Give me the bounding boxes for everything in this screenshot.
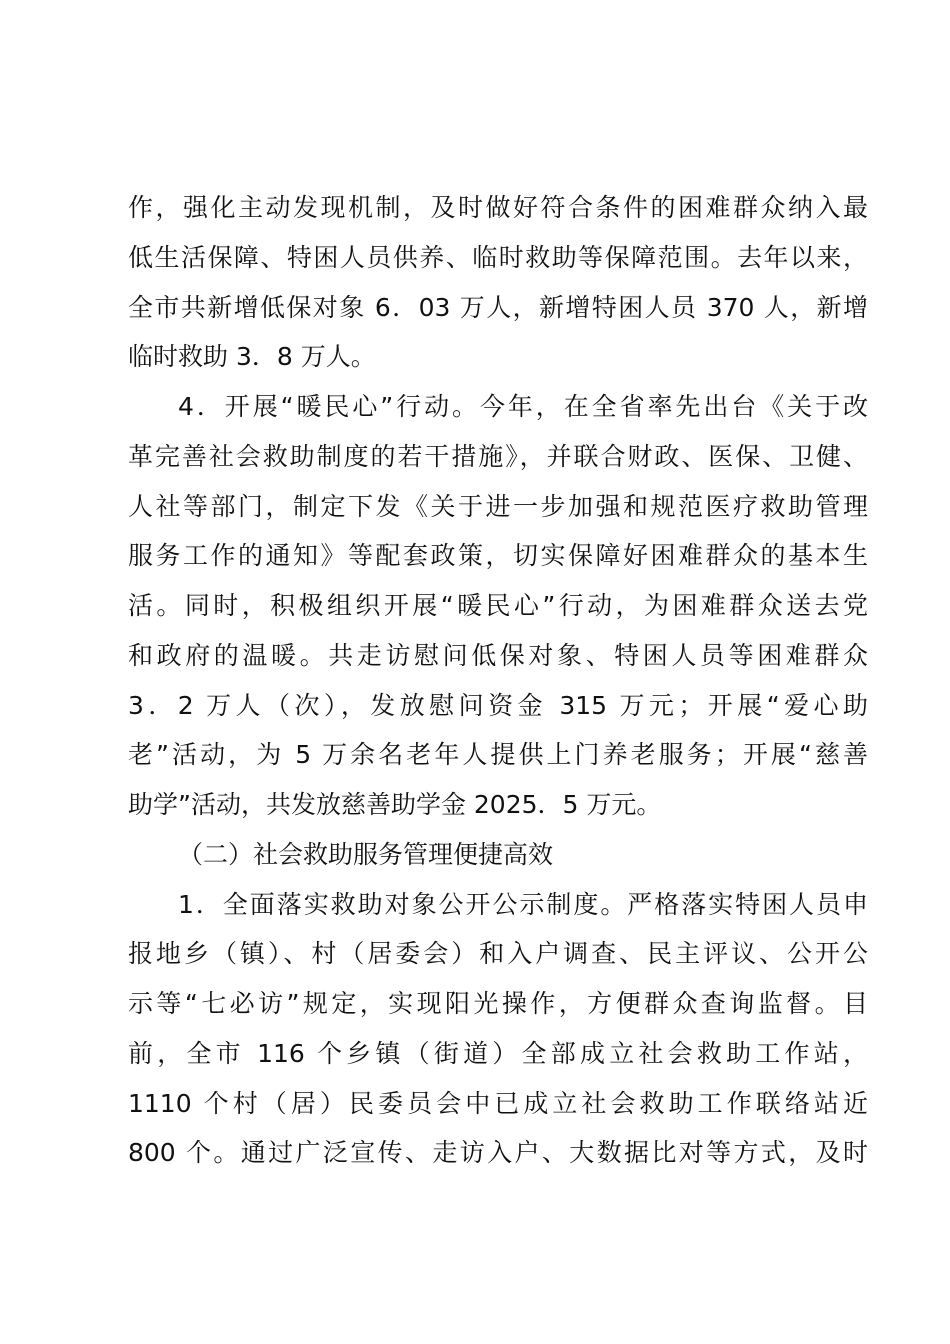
text-line: 和政府的温暖。共走访慰问低保对象、特困人员等困难群众 bbox=[128, 640, 868, 670]
text-line: 革完善社会救助制度的若干措施》，并联合财政、医保、卫健、 bbox=[128, 441, 868, 471]
text-line: 800 个。通过广泛宣传、走访入户、大数据比对等方式，及时 bbox=[128, 1138, 868, 1168]
text-line: 报地乡（镇）、村（居委会）和入户调查、民主评议、公开公 bbox=[128, 939, 868, 969]
text-line: 活。同时，积极组织开展“暖民心”行动，为困难群众送去党 bbox=[128, 591, 868, 620]
text-line: 全市共新增低保对象 6．03 万人，新增特困人员 370 人，新增 bbox=[128, 292, 868, 322]
text-line: 人社等部门，制定下发《关于进一步加强和规范医疗救助管理 bbox=[128, 491, 868, 521]
document-body bbox=[128, 183, 868, 1178]
text-line: 老”活动，为 5 万余名老年人提供上门养老服务；开展“慈善 bbox=[128, 740, 868, 770]
text-line: 1．全面落实救助对象公开公示制度。严格落实特困人员申 bbox=[178, 889, 868, 919]
text-line: 示等“七必访”规定，实现阳光操作，方便群众查询监督。目 bbox=[128, 989, 868, 1018]
text-line: 前，全市 116 个乡镇（街道）全部成立社会救助工作站， bbox=[128, 1038, 868, 1068]
text-line: 低生活保障、特困人员供养、临时救助等保障范围。去年以来， bbox=[128, 242, 868, 272]
text-line: 助学”活动，共发放慈善助学金 2025．5 万元。 bbox=[128, 790, 662, 819]
text-line: （二）社会救助服务管理便捷高效 bbox=[178, 839, 554, 869]
text-line: 临时救助 3．8 万人。 bbox=[128, 342, 376, 372]
text-line: 服务工作的通知》等配套政策，切实保障好困难群众的基本生 bbox=[128, 541, 868, 571]
text-line: 4．开展“暖民心”行动。今年，在全省率先出台《关于改 bbox=[178, 392, 868, 421]
text-line: 3．2 万人（次），发放慰问资金 315 万元；开展“爱心助 bbox=[128, 690, 868, 720]
text-line: 1110 个村（居）民委员会中已成立社会救助工作联络站近 bbox=[128, 1088, 868, 1118]
text-line: 作，强化主动发现机制，及时做好符合条件的困难群众纳入最 bbox=[128, 193, 868, 222]
